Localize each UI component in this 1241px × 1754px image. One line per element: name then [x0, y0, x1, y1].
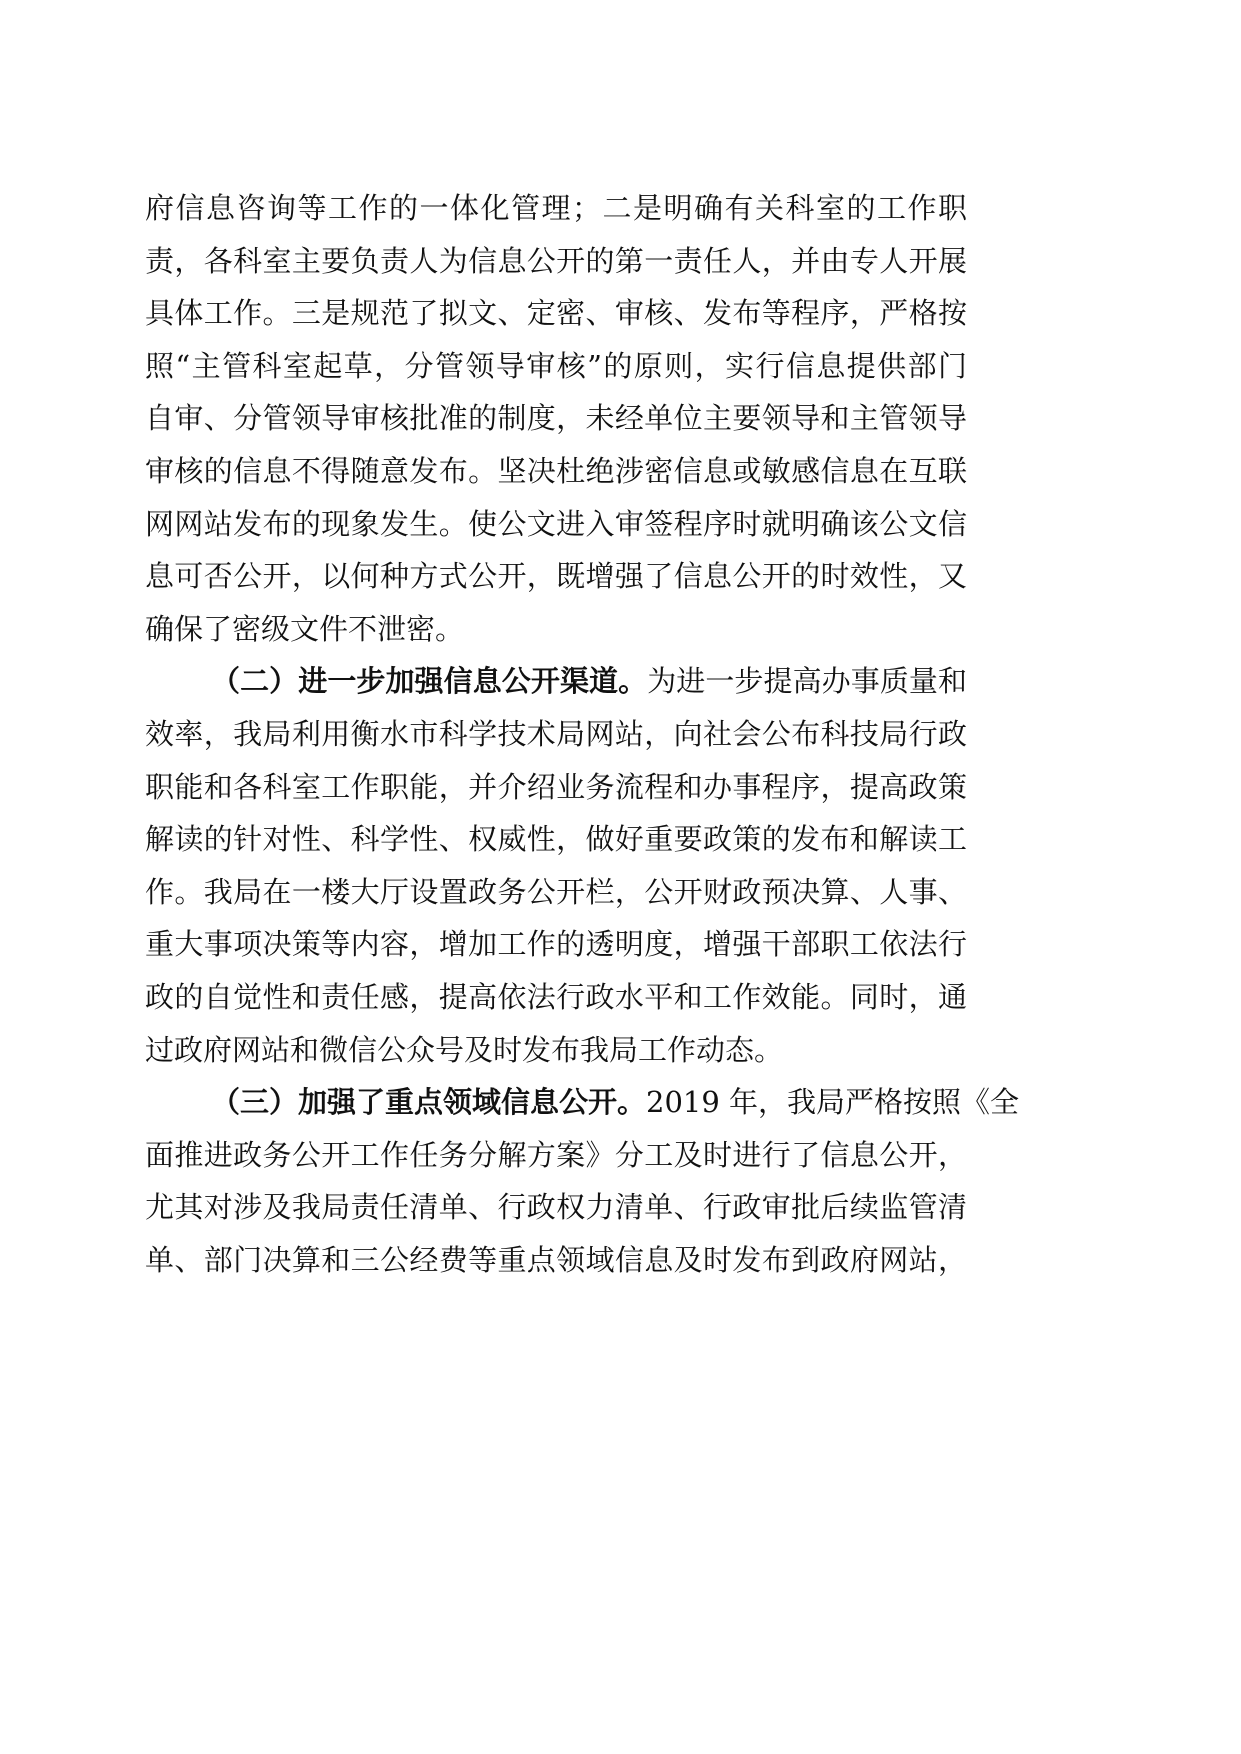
paragraph-2 [145, 659, 967, 1080]
text-line: 单、部门决算和三公经费等重点领域信息及时发布到政府网站， [145, 1242, 967, 1277]
text-line: 具体工作。三是规范了拟文、定密、审核、发布等程序，严格按 [145, 296, 967, 331]
text-line: 职能和各科室工作职能，并介绍业务流程和办事程序，提高政策 [145, 769, 967, 804]
text-line: 面推进政务公开工作任务分解方案》分工及时进行了信息公开， [145, 1137, 967, 1172]
text-line: 效率，我局利用衡水市科学技术局网站，向社会公布科技局行政 [145, 716, 967, 751]
paragraph-1 [145, 186, 967, 659]
paragraph-3 [145, 1080, 1020, 1290]
text-line: 网网站发布的现象发生。使公文进入审签程序时就明确该公文信 [145, 506, 967, 541]
text-span: 2019 年，我局严格按照《全 [646, 1085, 1020, 1120]
text-span: 为进一步提高办事质量和 [647, 664, 967, 699]
text-line: 过政府网站和微信公众号及时发布我局工作动态。 [145, 1032, 784, 1067]
text-line: 确保了密级文件不泄密。 [145, 611, 465, 646]
text-line: 尤其对涉及我局责任清单、行政权力清单、行政审批后续监管清 [145, 1190, 967, 1225]
text-line: 照“主管科室起草，分管领导审核”的原则，实行信息提供部门 [145, 348, 967, 383]
text-line: 作。我局在一楼大厅设置政务公开栏，公开财政预决算、人事、 [145, 874, 967, 909]
text-line: 息可否公开，以何种方式公开，既增强了信息公开的时效性，又 [145, 559, 967, 594]
document-page [145, 186, 1020, 1290]
text-line [145, 659, 967, 712]
text-line: 审核的信息不得随意发布。坚决杜绝涉密信息或敏感信息在互联 [145, 453, 967, 488]
text-line: 府信息咨询等工作的一体化管理；二是明确有关科室的工作职 [145, 191, 967, 225]
text-line: 解读的针对性、科学性、权威性，做好重要政策的发布和解读工 [145, 822, 967, 857]
text-line: 自审、分管领导审核批准的制度，未经单位主要领导和主管领导 [145, 401, 967, 436]
section-heading: （二）进一步加强信息公开渠道。 [211, 664, 648, 699]
text-line [145, 1080, 1020, 1133]
text-line: 责，各科室主要负责人为信息公开的第一责任人，并由专人开展 [145, 243, 967, 278]
text-line: 重大事项决策等内容，增加工作的透明度，增强干部职工依法行 [145, 927, 967, 962]
text-line: 政的自觉性和责任感，提高依法行政水平和工作效能。同时，通 [145, 979, 967, 1014]
section-heading: （三）加强了重点领域信息公开。 [211, 1085, 647, 1120]
